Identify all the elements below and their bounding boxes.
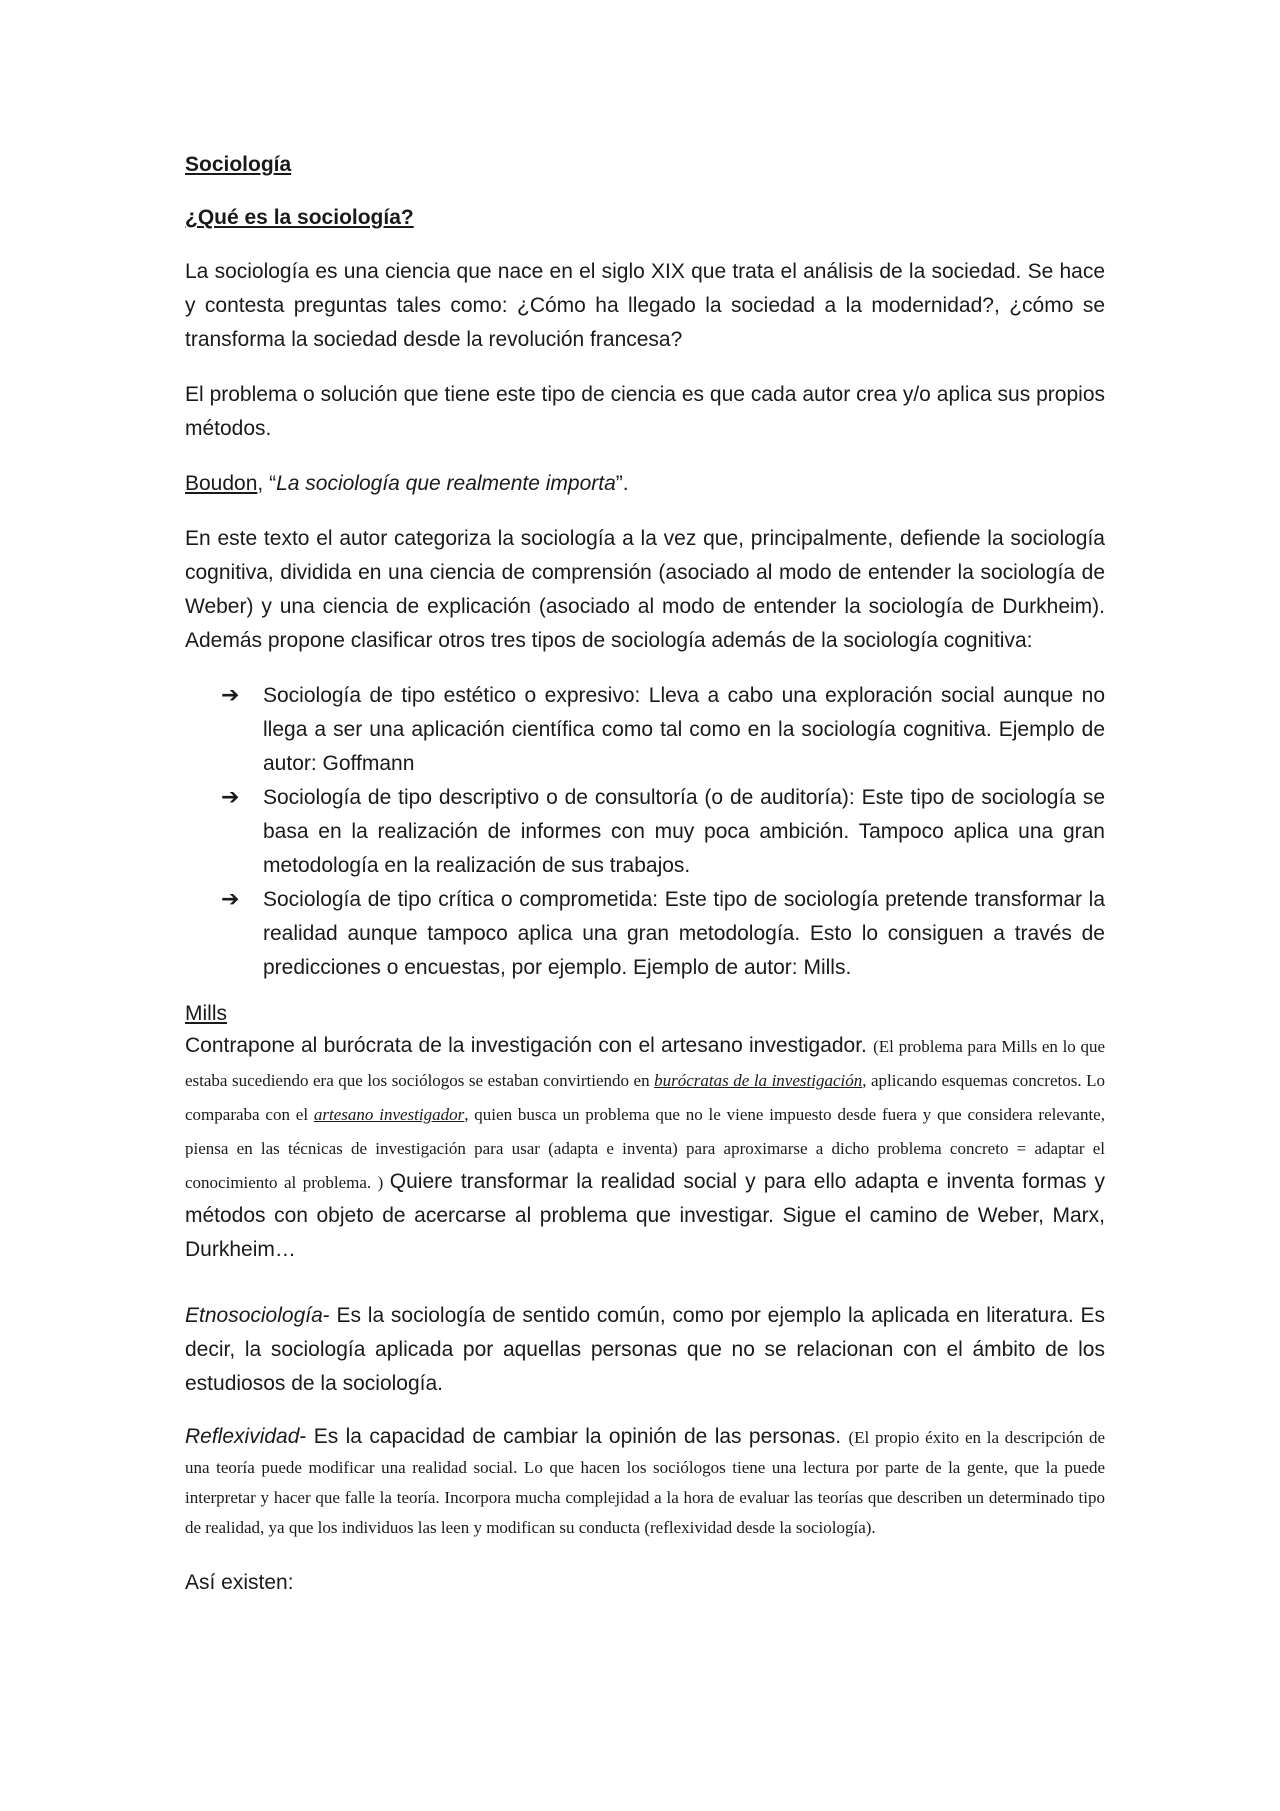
list-item [185,781,1105,883]
mills-heading: Mills [185,1002,227,1025]
boudon-separator: , “ [257,472,277,495]
list-item [185,883,1105,985]
boudon-reference [185,467,1105,501]
mills-term-artisan: artesano investigador [313,1105,465,1124]
mills-lead: Contrapone al burócrata de la investigación con el artesano investigador. [185,1034,874,1057]
mills-paragraph [185,1029,1105,1267]
list-item-text: Sociología de tipo crítica o comprometida: Este tipo de sociología pretende transformar la realidad aunque tampoco aplica una gran metodología. Esto lo consiguen a través de predicciones o encuestas, por ejemplo. Ejemplo de autor: Mills. [263,888,1105,979]
mills-note-part: (El problema para Mills en lo que estaba sucediendo era que los sociólogos se estaban convirtiendo en [185,1037,1105,1090]
intro-paragraph-1: La sociología es una ciencia que nace en el siglo XIX que trata el análisis de la sociedad. Se hace y contesta preguntas tales como: ¿Cómo ha llegado la sociedad a la modernidad?, ¿cómo se transforma la sociedad desde la revolución francesa? [185,260,1105,351]
boudon-paragraph: En este texto el autor categoriza la sociología a la vez que, principalmente, defiende la sociología cognitiva, dividida en una ciencia de comprensión (asociado al modo de entender la sociología de Weber) y una ciencia de explicación (asociado al modo de entender la sociología de Durkheim). Además propone clasificar otros tres tipos de sociología además de la sociología cognitiva: [185,527,1105,652]
section-heading: ¿Qué es la sociología? [185,206,414,229]
etnosociologia-term: Etnosociología [185,1304,323,1327]
list-item-text: Sociología de tipo estético o expresivo: Lleva a cabo una exploración social aunque no llega a ser una aplicación científica como tal como en la sociología cognitiva. Ejemplo de autor: Goffmann [263,684,1105,775]
sociology-types-list [185,679,1105,985]
document-title: Sociología [185,153,292,176]
mills-tail: Quiere transformar la realidad social y para ello adapta e inventa formas y métodos con objeto de acercarse al problema que investigar. Sigue el camino de Weber, Marx, Durkheim… [185,1170,1105,1261]
etnosociologia-paragraph [185,1299,1105,1401]
arrow-right-icon: ➔ [221,887,240,912]
mills-note [185,1037,1105,1192]
boudon-work-title: La sociología que realmente importa [276,472,616,495]
list-item [185,679,1105,781]
reflexividad-text: - Es la capacidad de cambiar la opinión de las personas. [299,1425,849,1448]
reflexividad-paragraph [185,1422,1105,1542]
arrow-right-icon: ➔ [221,683,240,708]
reflexividad-note: (El propio éxito en la descripción de una teoría puede modificar una realidad social. Lo que hacen los sociólogos tiene una lectura por parte de la gente, que la puede interpretar y hacer que falle la teoría. Incorpora mucha complejidad a la hora de evaluar las teorías que describen un determinado tipo de realidad, ya que los individuos las leen y modifican su conducta (reflexividad desde la sociología). [185,1428,1105,1537]
reflexividad-term: Reflexividad [185,1425,300,1448]
boudon-end: ”. [615,472,629,495]
mills-term-bureaucrats: burócratas de la investigación [654,1071,863,1090]
mills-note-part: , aplicando esquemas concretos. Lo comparaba con el [185,1071,1105,1124]
intro-paragraph-2: El problema o solución que tiene este tipo de ciencia es que cada autor crea y/o aplica sus propios métodos. [185,383,1105,440]
etnosociologia-text: - Es la sociología de sentido común, como por ejemplo la aplicada en literatura. Es decir, la sociología aplicada por aquellas personas que no se relacionan con el ámbito de los estudiosos de la sociología. [185,1304,1105,1395]
mills-note-part: , quien busca un problema que no le viene impuesto desde fuera y que considera relevante, piensa en las técnicas de investigación para usar (adapta e inventa) para aproximarse a dicho problema concreto = adaptar el conocimiento al problema. ) [185,1105,1105,1192]
document-body [185,150,1105,1600]
boudon-author: Boudon [185,472,258,495]
list-item-text: Sociología de tipo descriptivo o de consultoría (o de auditoría): Este tipo de sociología se basa en la realización de informes con muy poca ambición. Tampoco aplica una gran metodología en la realización de sus trabajos. [263,786,1105,877]
closing-line: Así existen: [185,1571,294,1594]
arrow-right-icon: ➔ [221,785,240,810]
